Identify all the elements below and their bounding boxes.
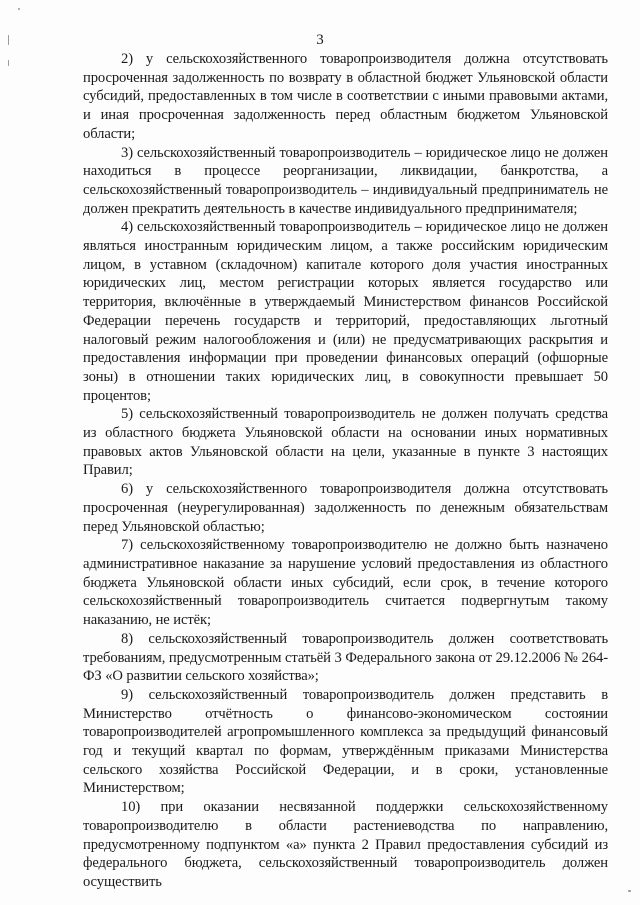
scan-artifact [8, 60, 9, 66]
document-body [83, 50, 608, 892]
paragraph-item-4: 4) сельскохозяйственный товаропроизводитель – юридическое лицо не должен являться иностранным юридическим лицом, а также российским юридическим лицом, в уставном (складочном) капитале которого доля участия иностранных юридических лиц, местом регистрации которых является государство или территория, включённые в утверждаемый Министерством финансов Российской Федерации перечень государств и территорий, предоставляющих льготный налоговый режим налогообложения и (или) не предусматривающих раскрытия и предоставления информации при проведении финансовых операций (офшорные зоны) в отношении таких юридических лиц, в совокупности превышает 50 процентов; [83, 219, 608, 404]
paragraph-item-9: 9) сельскохозяйственный товаропроизводитель должен представить в Министерство отчётность о финансово-экономическом состоянии товаропроизводителей агропромышленного комплекса за предыдущий финансовый год и текущий квартал по формам, утверждённым приказами Министерства сельского хозяйства Российской Федерации, и в сроки, установленные Министерством; [83, 686, 608, 797]
paragraph-item-3: 3) сельскохозяйственный товаропроизводитель – юридическое лицо не должен находиться в процессе реорганизации, ликвидации, банкротства, а сельскохозяйственный товаропроизводитель – индивидуальный предприниматель не должен прекратить деятельность в качестве индивидуального предпринимателя; [83, 144, 608, 217]
paragraph-item-5: 5) сельскохозяйственный товаропроизводитель не должен получать средства из областного бюджета Ульяновской области на основании иных нормативных правовых актов Ульяновской области на цели, указанные в пункте 3 настоящих Правил; [83, 406, 608, 479]
paragraph-item-8: 8) сельскохозяйственный товаропроизводитель должен соответствовать требованиям, предусмотренным статьёй 3 Федерального закона от 29.12.2006 № 264-ФЗ «О развитии сельского хозяйства»; [83, 630, 608, 685]
scan-artifact [628, 890, 631, 892]
paragraph-item-2: 2) у сельскохозяйственного товаропроизводителя должна отсутствовать просроченная задолженность по возврату в областной бюджет Ульяновской области субсидий, предоставленных в том числе в соответствии с иными правовыми актами, и иная просроченная задолженность перед областным бюджетом Ульяновской области; [83, 51, 608, 142]
page-number: 3 [316, 32, 324, 48]
paragraph-item-6: 6) у сельскохозяйственного товаропроизводителя должна отсутствовать просроченная (неурегулированная) задолженность по денежным обязательствам перед Ульяновской областью; [83, 481, 608, 535]
scan-artifact [18, 8, 20, 10]
paragraph-item-7: 7) сельскохозяйственному товаропроизводителю не должно быть назначено административное наказание за нарушение условий предоставления из областного бюджета Ульяновской области иных субсидий, если срок, в течение которого сельскохозяйственный товаропроизводитель считается подвергнутым такому наказанию, не истёк; [83, 537, 608, 629]
paragraph-item-10: 10) при оказании несвязанной поддержки сельскохозяйственному товаропроизводителю в области растениеводства по направлению, предусмотренному подпунктом «а» пункта 2 Правил предоставления субсидий из федерального бюджета, сельскохозяйственный товаропроизводитель должен осуществить [83, 799, 608, 890]
